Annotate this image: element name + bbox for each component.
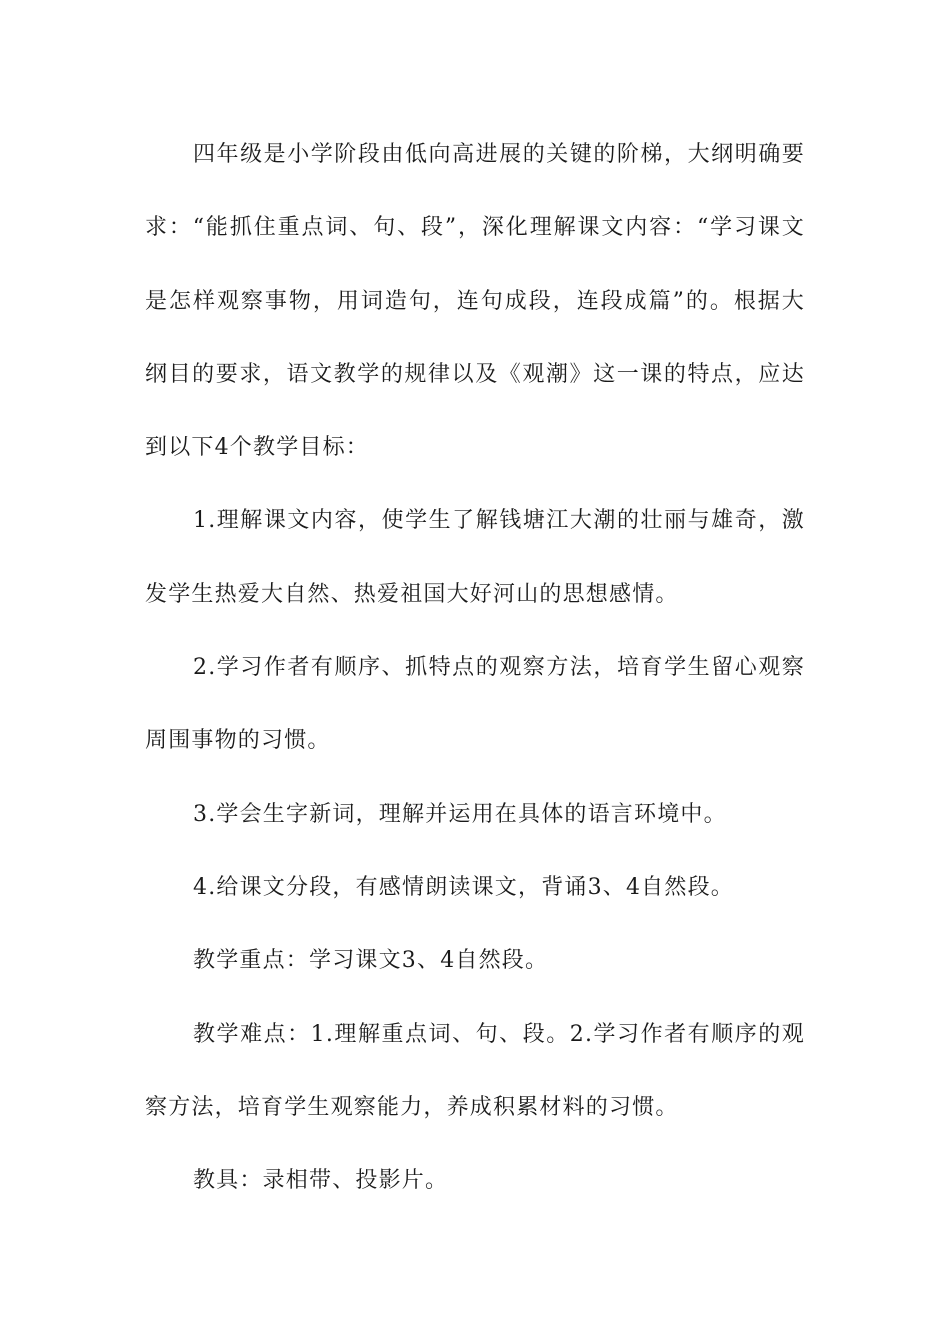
paragraph-goal-4: 4.给课文分段，有感情朗读课文，背诵3、4自然段。 — [193, 874, 734, 900]
document-body — [145, 118, 805, 1217]
paragraph-key-point: 教学重点：学习课文3、4自然段。 — [193, 948, 549, 974]
paragraph-goal-3: 3.学会生字新词，理解并运用在具体的语言环境中。 — [193, 801, 727, 827]
paragraph-intro: 四年级是小学阶段由低向高进展的关键的阶梯，大纲明确要求：“能抓住重点词、句、段”，深化理解课文内容：“学习课文是怎样观察事物，用词造句，连句成段，连段成篇”的。根据大纲目的要求，语文教学的规律以及《观潮》这一课的特点，应达到以下4个教学目标： — [145, 142, 805, 461]
paragraph-goal-2: 2.学习作者有顺序、抓特点的观察方法，培育学生留心观察周围事物的习惯。 — [145, 655, 805, 754]
paragraph-difficulty: 教学难点：1.理解重点词、句、段。2.学习作者有顺序的观察方法，培育学生观察能力，养成积累材料的习惯。 — [145, 1021, 805, 1120]
paragraph-teaching-aids: 教具：录相带、投影片。 — [193, 1168, 449, 1194]
paragraph-goal-1: 1.理解课文内容，使学生了解钱塘江大潮的壮丽与雄奇，激发学生热爱大自然、热爱祖国大好河山的思想感情。 — [145, 508, 805, 607]
